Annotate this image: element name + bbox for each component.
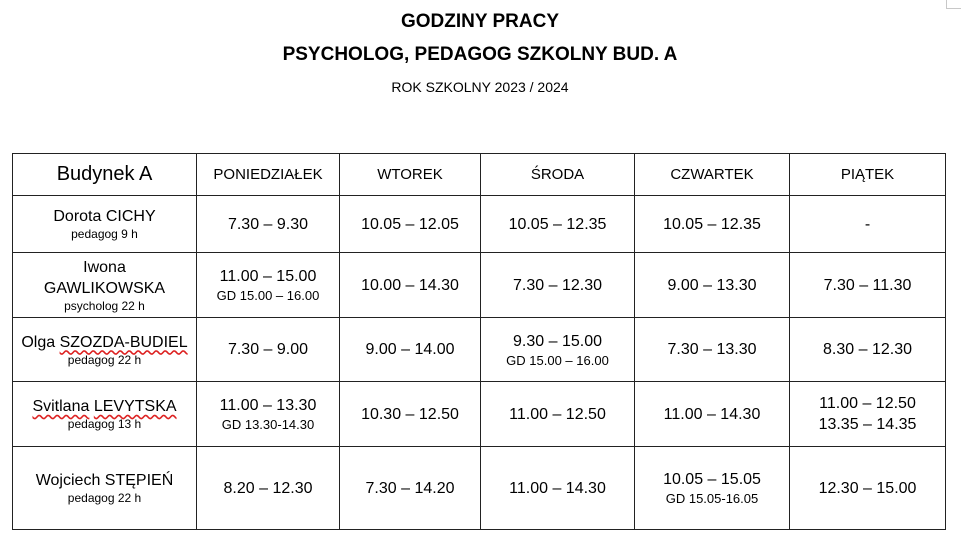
hours-main: 11.00 – 12.50 [819, 395, 916, 412]
hours-cell: 12.30 – 15.00 [790, 447, 946, 530]
hours-note: GD 13.30-14.30 [221, 417, 315, 432]
staff-cell [13, 253, 197, 318]
hours-cell [197, 382, 340, 447]
staff-role: pedagog 13 h [67, 417, 142, 431]
schedule-table [12, 153, 946, 530]
hours-cell: 11.00 – 14.30 [635, 382, 790, 447]
hours-main: 11.00 – 15.00 [219, 268, 317, 285]
school-year-line: ROK SZKOLNY 2023 / 2024 [391, 79, 569, 95]
staff-name: Wojciech STĘPIEŃ [35, 472, 174, 489]
hours-cell [197, 253, 340, 318]
day-header-wednesday: ŚRODA [481, 154, 635, 196]
corner-crop-mark [946, 0, 961, 9]
hours-main: 11.00 – 13.30 [219, 397, 317, 414]
staff-role: pedagog 9 h [71, 227, 138, 241]
table-row [13, 318, 946, 382]
staff-name: Svitlana LEVYTSKA [32, 398, 177, 415]
hours-cell [790, 382, 946, 447]
staff-cell [13, 447, 197, 530]
day-header-monday: PONIEDZIAŁEK [197, 154, 340, 196]
staff-cell [13, 382, 197, 447]
staff-cell [13, 318, 197, 382]
staff-cell [13, 196, 197, 253]
hours-cell: 7.30 – 13.30 [635, 318, 790, 382]
table-row [13, 382, 946, 447]
title-line-1: GODZINY PRACY [400, 11, 559, 32]
hours-cell: 7.30 – 9.30 [197, 196, 340, 253]
hours-note: GD 15.05-16.05 [665, 491, 759, 506]
table-row [13, 447, 946, 530]
hours-cell [635, 447, 790, 530]
staff-last-name: GAWLIKOWSKA [43, 279, 166, 297]
day-header-friday: PIĄTEK [790, 154, 946, 196]
table-row [13, 196, 946, 253]
hours-cell: - [790, 196, 946, 253]
document-title [0, 10, 960, 96]
hours-cell: 10.00 – 14.30 [340, 253, 481, 318]
staff-name: Olga SZOZDA-BUDIEL [21, 333, 188, 351]
hours-cell: 10.05 – 12.35 [635, 196, 790, 253]
hours-cell: 11.00 – 14.30 [481, 447, 635, 530]
day-header-tuesday: WTOREK [340, 154, 481, 196]
hours-cell: 7.30 – 9.00 [197, 318, 340, 382]
staff-role: pedagog 22 h [67, 352, 142, 367]
table-header-row [13, 154, 946, 196]
hours-cell: 10.05 – 12.05 [340, 196, 481, 253]
hours-cell: 7.30 – 11.30 [790, 253, 946, 318]
hours-cell: 7.30 – 14.20 [340, 447, 481, 530]
hours-cell: 11.00 – 12.50 [481, 382, 635, 447]
hours-cell [481, 318, 635, 382]
staff-name: Dorota CICHY [53, 208, 156, 225]
hours-cell: 8.20 – 12.30 [197, 447, 340, 530]
staff-role: pedagog 22 h [67, 491, 142, 505]
staff-first-name: Iwona [83, 258, 126, 276]
hours-secondary: 13.35 – 14.35 [818, 416, 917, 433]
hours-cell: 10.30 – 12.50 [340, 382, 481, 447]
table-row [13, 253, 946, 318]
building-header: Budynek A [13, 154, 197, 196]
hours-cell: 9.00 – 14.00 [340, 318, 481, 382]
staff-role: psycholog 22 h [64, 298, 145, 313]
hours-note: GD 15.00 – 16.00 [216, 288, 320, 303]
hours-cell: 7.30 – 12.30 [481, 253, 635, 318]
hours-main: 10.05 – 15.05 [663, 471, 761, 488]
hours-cell: 8.30 – 12.30 [790, 318, 946, 382]
day-header-thursday: CZWARTEK [635, 154, 790, 196]
hours-cell: 10.05 – 12.35 [481, 196, 635, 253]
title-line-2: PSYCHOLOG, PEDAGOG SZKOLNY BUD. A [282, 44, 678, 65]
hours-note: GD 15.00 – 16.00 [506, 352, 609, 368]
hours-main: 9.30 – 15.00 [513, 332, 602, 350]
hours-cell: 9.00 – 13.30 [635, 253, 790, 318]
